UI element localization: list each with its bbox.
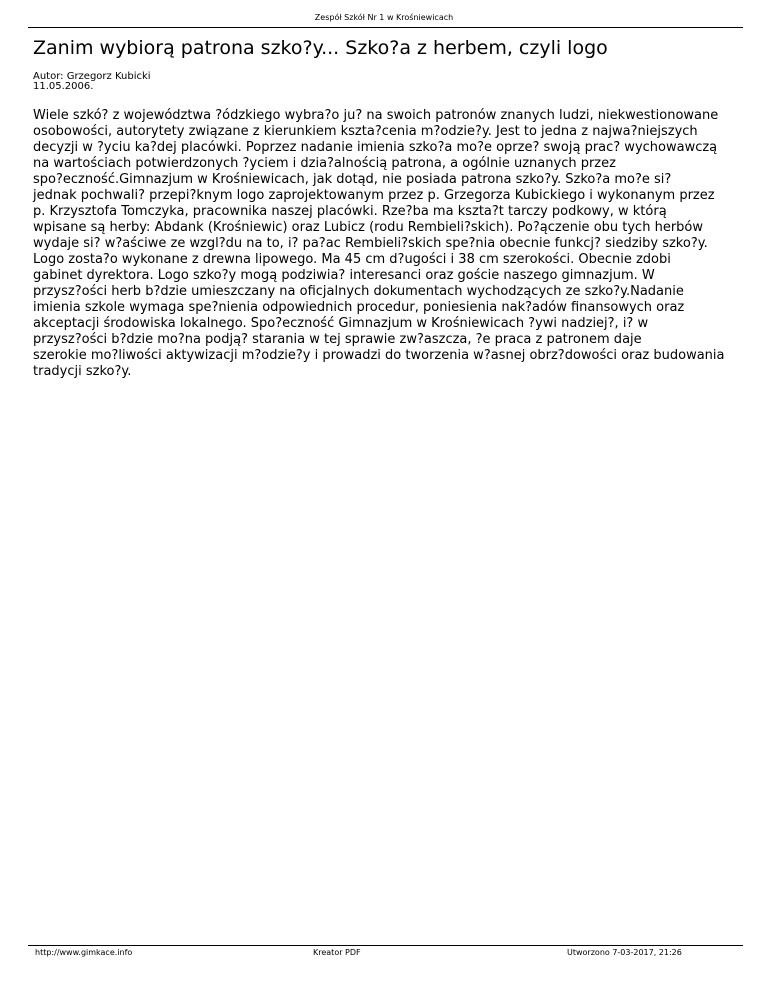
article-author: Autor: Grzegorz Kubicki <box>33 71 151 82</box>
footer-created-timestamp: Utworzono 7-03-2017, 21:26 <box>567 948 682 957</box>
article-title: Zanim wybiorą patrona szko?y... Szko?a z herbem, czyli logo <box>33 37 608 59</box>
article-body: Wiele szkó? z województwa ?ódzkiego wybra?o ju? na swoich patronów znanych ludzi, niekwestionowane osobowości, autorytety związane z kierunkiem kszta?cenia m?odzie?y. Jest to jedna z najwa?niejszych decyzji w ?yciu ka?dej placówki. Poprzez nadanie imienia szko?a mo?e oprze? swoją prac? wychowawczą na wartościach potwierdzonych ?yciem i dzia?alnością patrona, a ogólnie uznanych przez spo?eczność.Gimnazjum w Krośniewicach, jak dotąd, nie posiada patrona szko?y. Szko?a mo?e si? jednak pochwali? przepi?knym logo zaprojektowanym przez p. Grzegorza Kubickiego i wykonanym przez p. Krzysztofa Tomczyka, pracownika naszej placówki. Rze?ba ma kszta?t tarczy podkowy, w którą wpisane są herby: Abdank (Krośniewic) oraz Lubicz (rodu Rembieli?skich). Po?ączenie obu tych herbów wydaje si? w?aściwe ze wzgl?du na to, i? pa?ac Rembieli?skich spe?nia obecnie funkcj? siedziby szko?y. Logo zosta?o wykonane z drewna lipowego. Ma 45 cm d?ugości i 38 cm szerokości. Obecnie zdobi gabinet dyrektora. Logo szko?y mogą podziwia? interesanci oraz goście naszego gimnazjum. W przysz?ości herb b?dzie umieszczany na oficjalnych dokumentach wychodzących ze szko?y.Nadanie imienia szkole wymaga spe?nienia odpowiednich procedur, poniesienia nak?adów finansowych oraz akceptacji środowiska lokalnego. Spo?eczność Gimnazjum w Krośniewicach ?ywi nadziej?, i? w przysz?ości b?dzie mo?na podją? starania w tej sprawie zw?aszcza, ?e praca z patronem daje szerokie mo?liwości aktywizacji m?odzie?y i prowadzi do tworzenia w?asnej obrz?dowości oraz budowania tradycji szko?y. <box>33 108 725 379</box>
article-date: 11.05.2006. <box>33 81 94 92</box>
page-header: Zespół Szkół Nr 1 w Krośniewicach <box>314 13 454 22</box>
footer-url-link[interactable]: http://www.gimkace.info <box>35 948 133 957</box>
footer-divider <box>28 945 743 946</box>
header-divider <box>28 27 743 28</box>
footer-generator: Kreator PDF <box>313 948 361 957</box>
